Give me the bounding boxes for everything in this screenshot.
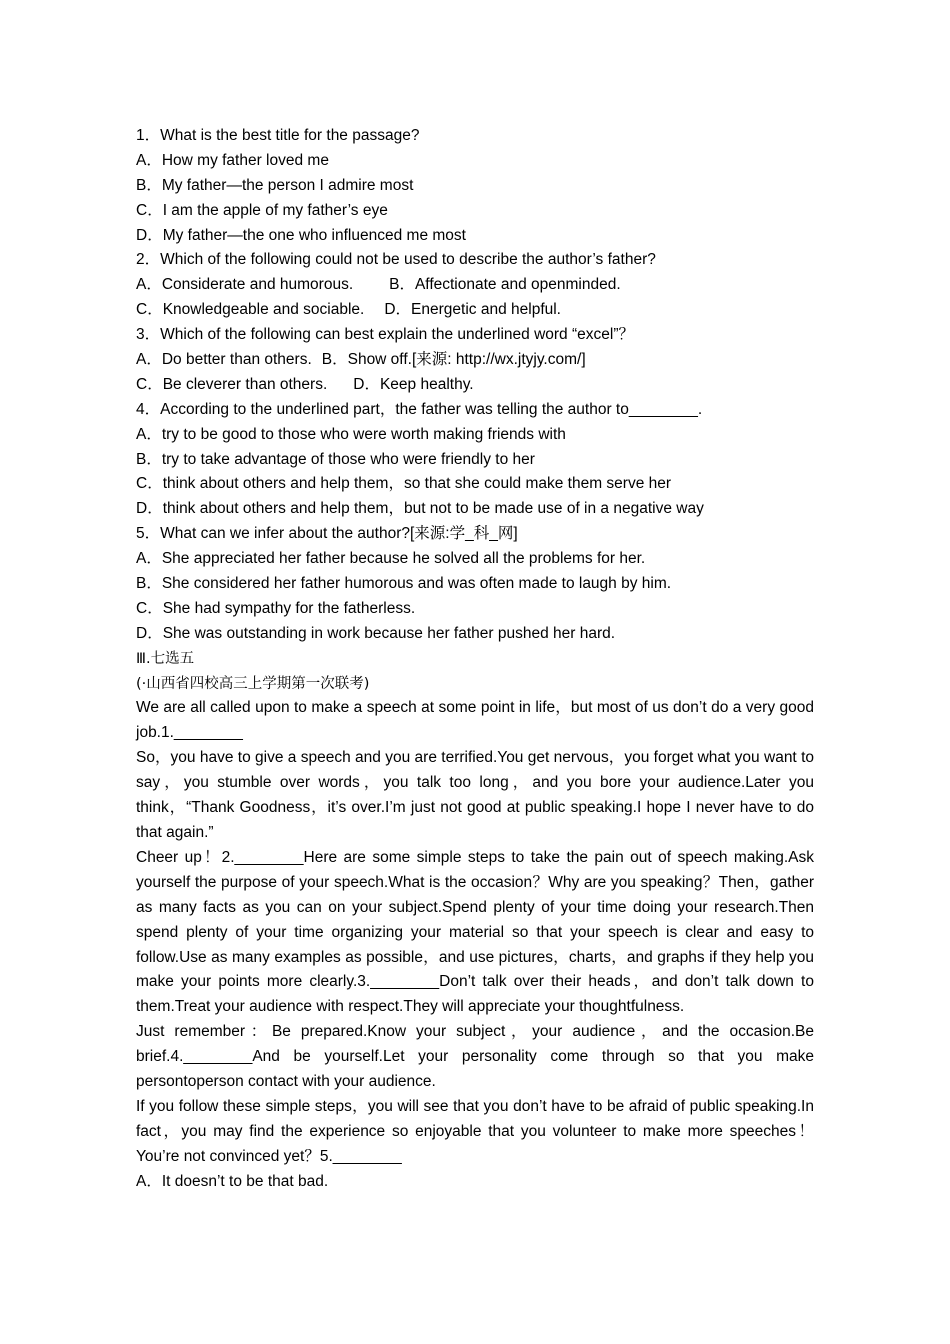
- question-2-option-a: A．Considerate and humorous.: [136, 276, 354, 294]
- question-1-option-a: A．How my father loved me: [136, 151, 329, 169]
- question-3-option-c: C．Be cleverer than others.: [136, 375, 328, 393]
- question-3-options-row-1: [136, 348, 814, 373]
- passage-paragraph-2: So，you have to give a speech and you are terrified.You get nervous，you forget what you want to say，you stumble over words，you talk too long，and you bore your audience.Later you think，“Thank Goodness，it’s over.I’m just not good at public speaking.I hope I never have to do that again.”: [136, 749, 814, 842]
- passage-paragraph-4: Just remember：Be prepared.Know your subject，your audience，and the occasion.Be brief.4.________And be yourself.Let your personality come through so that you make persontoperson contact with your audience.: [136, 1023, 814, 1091]
- question-4-option-d: D．think about others and help them，but not to be made use of in a negative way: [136, 500, 704, 518]
- question-1-option-d: D．My father—the one who influenced me most: [136, 226, 466, 244]
- question-5-option-d: D．She was outstanding in work because her father pushed her hard.: [136, 624, 616, 642]
- question-2-stem: 2．Which of the following could not be used to describe the author’s father?: [136, 251, 656, 269]
- question-3-option-d: D．Keep healthy.: [353, 375, 474, 393]
- question-2-options-row-1: [136, 273, 814, 298]
- section-source: (·山西省四校高三上学期第一次联考): [136, 675, 370, 692]
- question-4-option-a: A．try to be good to those who were worth making friends with: [136, 425, 566, 443]
- passage-paragraph-3: Cheer up！2.________Here are some simple steps to take the pain out of speech making.Ask yourself the purpose of your speech.What is the occasion？Why are you speaking？Then，gather as many facts as you can on your subject.Spend plenty of your time doing your research.Then spend plenty of your time organizing your material so that your speech is clear and easy to follow.Use as many examples as possible，and use pictures，charts，and graphs if they help you make your points more clearly.3.________Don’t talk over their heads，and don’t talk down to them.Treat your audience with respect.They will appreciate your thoughtfulness.: [136, 848, 814, 1016]
- question-3-stem: 3．Which of the following can best explain the underlined word “excel”？: [136, 326, 634, 344]
- question-1-option-c: C．I am the apple of my father’s eye: [136, 201, 388, 219]
- answer-option-a: A．It doesn’t to be that bad.: [136, 1172, 329, 1190]
- question-5-option-a: A．She appreciated her father because he solved all the problems for her.: [136, 550, 646, 568]
- question-3-options-row-2: [136, 373, 814, 398]
- question-5-stem: 5．What can we infer about the author?[来源:学_科_网]: [136, 525, 518, 543]
- question-2-option-b: B．Affectionate and openminded.: [389, 276, 621, 294]
- question-4-option-b: B．try to take advantage of those who were friendly to her: [136, 450, 535, 468]
- passage-paragraph-5: If you follow these simple steps，you will see that you don’t have to be afraid of public speaking.In fact，you may find the experience so enjoyable that you volunteer to make more speeches！You’re not convinced yet？5.________: [136, 1097, 814, 1165]
- question-3-option-a: A．Do better than others.: [136, 351, 312, 369]
- passage-paragraph-1: We are all called upon to make a speech at some point in life，but most of us don’t do a very good job.1.________: [136, 699, 814, 742]
- question-1-option-b: B．My father—the person I admire most: [136, 176, 414, 194]
- question-5-option-c: C．She had sympathy for the fatherless.: [136, 599, 416, 617]
- question-2-option-d: D．Energetic and helpful.: [384, 301, 561, 319]
- section-heading: Ⅲ.七选五: [136, 650, 195, 667]
- question-1-stem: 1．What is the best title for the passage?: [136, 127, 420, 144]
- question-4-stem: 4．According to the underlined part，the father was telling the author to________.: [136, 400, 703, 418]
- question-2-options-row-2: [136, 298, 814, 323]
- exam-page: [136, 124, 814, 1195]
- question-5-option-b: B．She considered her father humorous and was often made to laugh by him.: [136, 575, 672, 593]
- question-2-option-c: C．Knowledgeable and sociable.: [136, 301, 365, 319]
- question-3-option-b: B．Show off.[来源: http://wx.jtyjy.com/]: [321, 351, 586, 369]
- question-4-option-c: C．think about others and help them，so that she could make them serve her: [136, 475, 672, 493]
